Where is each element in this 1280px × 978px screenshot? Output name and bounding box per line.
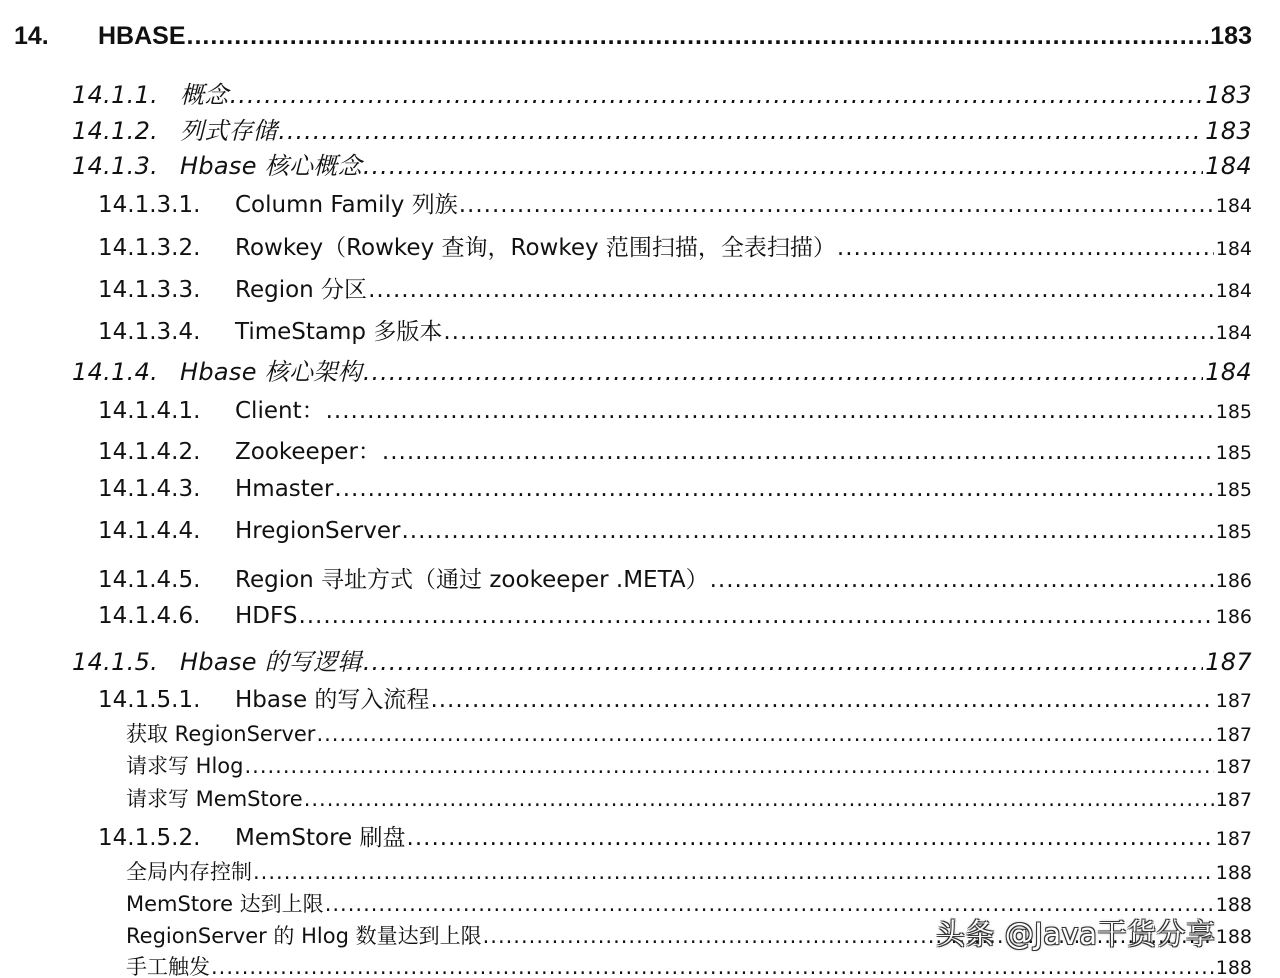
toc-entry-section[interactable]	[72, 642, 1252, 677]
watermark: 头条 @Java干货分享	[936, 917, 1216, 951]
toc-page-number: 184	[1215, 280, 1252, 302]
dot-leader	[244, 754, 1213, 778]
toc-number: 14.1.3.2.	[98, 235, 201, 261]
toc-entry-subsection[interactable]	[98, 313, 1252, 346]
toc-page-number: 187	[1215, 690, 1252, 712]
dot-leader	[363, 152, 1203, 180]
toc-page-number: 187	[1215, 756, 1252, 778]
dot-leader	[459, 192, 1214, 218]
toc-number: 14.1.2.	[72, 117, 159, 145]
dot-leader	[382, 439, 1214, 465]
dot-leader	[430, 687, 1213, 713]
toc-entry-subsection[interactable]	[98, 433, 1252, 466]
dot-leader	[363, 648, 1203, 676]
toc-entry-subsection[interactable]	[98, 681, 1252, 714]
toc-title: 请求写 Hlog	[126, 754, 244, 778]
toc-entry-subsection[interactable]	[98, 561, 1252, 594]
toc-page-number: 186	[1215, 606, 1252, 628]
dot-leader	[298, 603, 1213, 629]
toc-page-number: 186	[1215, 570, 1252, 592]
toc-title: 请求写 MemStore	[126, 787, 303, 811]
toc-number: 14.1.3.3.	[98, 277, 201, 303]
toc-number: 14.1.1.	[72, 81, 159, 109]
toc-title: HBASE	[98, 22, 186, 50]
toc-entry-subsection[interactable]	[98, 476, 1252, 502]
toc-title: 获取 RegionServer	[126, 722, 316, 746]
toc-number: 14.1.4.5.	[98, 567, 201, 593]
toc-entry-subsection[interactable]	[98, 518, 1252, 544]
toc-title: TimeStamp 多版本	[235, 319, 443, 345]
toc-title: Hbase 核心概念	[180, 152, 362, 180]
toc-title: HregionServer	[235, 518, 401, 544]
toc-title: 概念	[180, 81, 229, 109]
toc-title: Column Family 列族	[235, 192, 458, 218]
dot-leader	[304, 787, 1214, 811]
toc-title: Hbase 的写逻辑	[180, 648, 362, 676]
toc-title: Hmaster	[235, 476, 334, 502]
toc-entry-subsection[interactable]	[98, 392, 1252, 425]
toc-page-number: 188	[1215, 894, 1252, 916]
toc-entry-subsection[interactable]	[98, 186, 1252, 219]
toc-page-number: 184	[1215, 195, 1252, 217]
toc-title: HDFS	[235, 603, 298, 629]
dot-leader	[401, 518, 1213, 544]
toc-entry-section[interactable]	[72, 75, 1252, 110]
dot-leader	[316, 722, 1213, 746]
toc-number: 14.1.5.2.	[98, 825, 201, 851]
toc-page-number: 185	[1215, 442, 1252, 464]
toc-entry-section[interactable]	[72, 111, 1252, 146]
dot-leader	[443, 319, 1213, 345]
toc-number: 14.1.4.1.	[98, 398, 201, 424]
dot-leader	[407, 825, 1214, 851]
toc-number: 14.1.5.	[72, 648, 159, 676]
toc-title: 手工触发	[126, 955, 210, 978]
toc-entry-section[interactable]	[72, 352, 1252, 387]
toc-page-number: 185	[1215, 479, 1252, 501]
dot-leader	[368, 277, 1214, 303]
toc-title: Rowkey（Rowkey 查询，Rowkey 范围扫描，全表扫描）	[235, 235, 836, 261]
dot-leader	[278, 117, 1203, 145]
toc-number: 14.1.3.1.	[98, 192, 201, 218]
toc-page-number: 188	[1215, 862, 1252, 884]
toc-number: 14.1.4.	[72, 358, 159, 386]
toc-page-number: 187	[1215, 724, 1252, 746]
toc-number: 14.	[14, 22, 49, 50]
toc-number: 14.1.5.1.	[98, 687, 201, 713]
toc-title: RegionServer 的 Hlog 数量达到上限	[126, 924, 482, 948]
toc-title: Zookeeper：	[235, 439, 381, 465]
dot-leader	[187, 22, 1209, 51]
toc-page-number: 188	[1215, 957, 1252, 978]
toc-page-number: 187	[1205, 648, 1252, 676]
toc-page-number: 187	[1215, 828, 1252, 850]
toc-title: Hbase 的写入流程	[235, 687, 430, 713]
toc-page-number: 185	[1215, 401, 1252, 423]
toc-title: Region 寻址方式（通过 zookeeper .META）	[235, 567, 709, 593]
toc-entry-subsection[interactable]	[98, 819, 1252, 852]
toc-entry-item[interactable]	[126, 718, 1252, 748]
toc-title: Client：	[235, 398, 325, 424]
toc-entry-item[interactable]	[126, 750, 1252, 780]
dot-leader	[710, 567, 1214, 593]
toc-entry-chapter[interactable]	[14, 22, 1252, 51]
toc-title: Hbase 核心架构	[180, 358, 362, 386]
dot-leader	[211, 955, 1214, 978]
toc-page-number: 187	[1215, 789, 1252, 811]
toc-entry-subsection[interactable]	[98, 271, 1252, 304]
toc-number: 14.1.4.6.	[98, 603, 201, 629]
toc-page-number: 184	[1205, 152, 1252, 180]
toc-entry-item[interactable]	[126, 856, 1252, 886]
toc-page-number: 188	[1215, 926, 1252, 948]
toc-number: 14.1.4.3.	[98, 476, 201, 502]
toc-entry-subsection[interactable]	[98, 229, 1252, 262]
toc-entry-subsection[interactable]	[98, 603, 1252, 629]
toc-title: 全局内存控制	[126, 860, 252, 884]
toc-entry-item[interactable]	[126, 951, 1252, 978]
toc-title: Region 分区	[235, 277, 368, 303]
dot-leader	[334, 476, 1213, 502]
dot-leader	[253, 860, 1214, 884]
toc-entry-section[interactable]	[72, 146, 1252, 181]
dot-leader	[837, 235, 1214, 261]
toc-title: MemStore 达到上限	[126, 892, 324, 916]
dot-leader	[230, 81, 1204, 109]
toc-number: 14.1.3.4.	[98, 319, 201, 345]
toc-page-number: 184	[1215, 238, 1252, 260]
toc-title: MemStore 刷盘	[235, 825, 406, 851]
toc-page-number: 183	[1205, 81, 1252, 109]
dot-leader	[326, 398, 1214, 424]
dot-leader	[363, 358, 1203, 386]
toc-page-number: 185	[1215, 521, 1252, 543]
toc-title: 列式存储	[180, 117, 278, 145]
toc-page-number: 183	[1205, 117, 1252, 145]
toc-page-number: 184	[1205, 358, 1252, 386]
toc-page-number: 183	[1210, 22, 1252, 50]
toc-number: 14.1.4.2.	[98, 439, 201, 465]
toc-entry-item[interactable]	[126, 783, 1252, 813]
toc-number: 14.1.3.	[72, 152, 159, 180]
toc-number: 14.1.4.4.	[98, 518, 201, 544]
toc-page-number: 184	[1215, 322, 1252, 344]
